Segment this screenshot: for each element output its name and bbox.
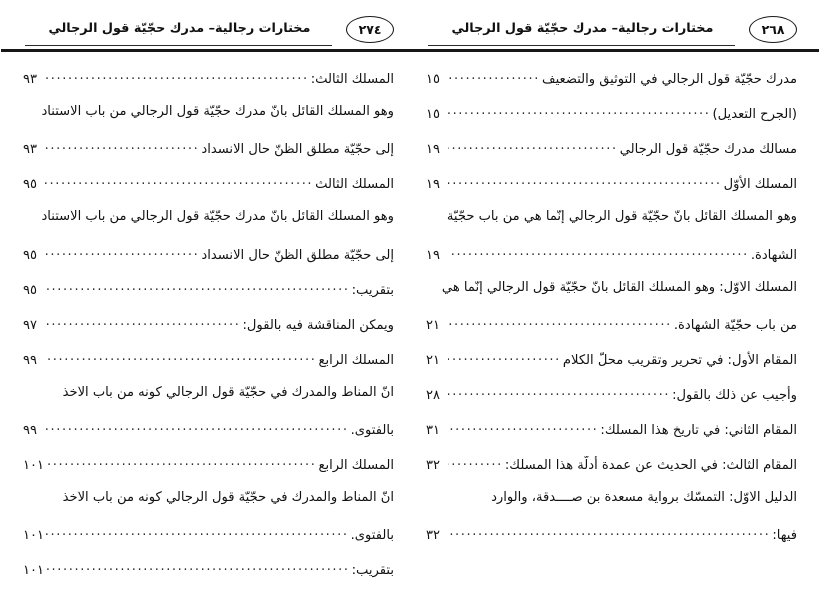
toc-entry[interactable] <box>23 561 394 596</box>
toc-entry-page-number: ٩٥ <box>23 282 37 298</box>
toc-entry-page-number: ١٠١ <box>23 563 44 579</box>
toc-entry-page-number: ٩٧ <box>23 317 37 333</box>
dot-leader <box>45 316 241 329</box>
toc-entry-page-number: ١٩ <box>426 142 440 158</box>
toc-list-right <box>426 70 797 561</box>
dot-leader <box>45 70 309 83</box>
dot-leader <box>45 245 199 258</box>
dot-leader <box>448 175 722 188</box>
toc-entry[interactable] <box>23 245 394 280</box>
toc-entry[interactable] <box>23 70 394 105</box>
running-header-left <box>23 14 394 60</box>
toc-entry-page-number: ٩٩ <box>23 423 37 439</box>
toc-entry[interactable] <box>23 386 394 421</box>
toc-entry-page-number: ١٥ <box>426 107 440 123</box>
toc-entry-title: بالفتوى. <box>350 528 394 544</box>
toc-entry[interactable] <box>23 456 394 491</box>
toc-entry[interactable] <box>426 316 797 351</box>
toc-entry-title: وهو المسلك القائل بأنَّ مدرك حجّيّة قول الرجالي من باب الاستناد <box>41 210 394 225</box>
dot-leader <box>448 456 503 469</box>
toc-entry-title: المسلك الرابع <box>318 352 394 368</box>
toc-entry-page-number: ١٠١ <box>23 458 44 474</box>
header-rule-thin <box>428 45 735 46</box>
toc-entry-title: المسلك الثالث <box>315 177 394 193</box>
dot-leader <box>448 351 561 364</box>
dot-leader <box>448 316 672 329</box>
toc-entry-title: وأُجيب عن ذلك بالقول: <box>672 387 797 403</box>
toc-entry-title: المسلك الأوّل: وهو المسلك القائل بأنَّ حجّيّة قول الرجالي إنّما هي <box>441 280 797 295</box>
dot-leader <box>46 456 317 469</box>
dot-leader <box>448 386 670 399</box>
toc-entry-page-number: ١٥ <box>426 72 440 88</box>
toc-entry-title: إلى حجّيّة مطلق الظنّ حال الانسداد <box>201 247 394 263</box>
dot-leader <box>448 526 770 539</box>
dot-leader <box>45 175 313 188</box>
dot-leader <box>448 70 540 83</box>
toc-entry[interactable] <box>426 421 797 456</box>
toc-entry-title: الدليل الأوّل: التمسّك برواية مسعدة بن صــــدقة، والوارد <box>491 491 797 506</box>
toc-entry-page-number: ٩٣ <box>23 72 37 88</box>
toc-entry[interactable] <box>426 281 797 316</box>
toc-entry[interactable] <box>23 526 394 561</box>
toc-entry[interactable] <box>23 421 394 456</box>
toc-entry-page-number: ٩٥ <box>23 177 37 193</box>
toc-entry-title: أنَّ المناط والمدرك في حجّيّة قول الرجالي كونه من باب الأخذ <box>62 491 394 506</box>
toc-entry[interactable] <box>426 351 797 386</box>
toc-entry-title: المقام الثاني: في تاريخ هذا المسلك: <box>600 423 797 439</box>
toc-entry-title: أنَّ المناط والمدرك في حجّيّة قول الرجالي كونه من باب الأخذ <box>62 385 394 400</box>
toc-entry[interactable] <box>426 140 797 175</box>
dot-leader <box>448 421 598 434</box>
toc-entry[interactable] <box>426 526 797 561</box>
toc-entry[interactable] <box>426 70 797 105</box>
dot-leader <box>448 140 618 153</box>
toc-entry-title: بالفتوى. <box>350 423 394 439</box>
toc-entry-page-number: ٢١ <box>426 317 440 333</box>
running-header-right <box>426 14 797 60</box>
toc-entry-page-number: ١٩ <box>426 247 440 263</box>
dot-leader <box>448 105 711 118</box>
header-rule-thick <box>1 49 410 52</box>
toc-entry[interactable] <box>426 386 797 421</box>
toc-entry[interactable] <box>426 175 797 210</box>
toc-entry[interactable] <box>426 210 797 245</box>
toc-entry-title: المقام الأول: في تحرير وتقريب محلّ الكلام <box>562 352 797 368</box>
toc-entry-title: فيها: <box>772 528 797 544</box>
dot-leader <box>46 526 349 539</box>
dot-leader <box>448 245 749 258</box>
toc-entry[interactable] <box>426 491 797 526</box>
toc-entry-title: وهو المسلك القائل بأنَّ حجّيّة قول الرجالي إنّما هي من باب حجّيّة <box>446 210 797 225</box>
toc-entry-page-number: ٩٩ <box>23 352 37 368</box>
toc-entry[interactable] <box>23 210 394 245</box>
toc-entry-page-number: ٢٨ <box>426 387 440 403</box>
toc-entry-title: ويمكن المناقشة فيه بالقول: <box>242 317 394 333</box>
toc-entry-title: المسلك الثالث: <box>310 72 394 88</box>
toc-entry-page-number: ٩٣ <box>23 142 37 158</box>
header-title-left: مختارات رجالية– مدرك حجّيّة قول الرجالي <box>48 20 311 36</box>
folio-number-right: ٢٦٨ <box>749 16 797 43</box>
toc-entry-page-number: ٩٥ <box>23 247 37 263</box>
toc-entry-title: من باب حجّيّة الشهادة. <box>673 317 797 333</box>
toc-entry-title: مسالك مدرك حجّيّة قول الرجالي <box>619 142 797 158</box>
header-rule-thin <box>25 45 332 46</box>
toc-entry-title: بتقريب: <box>351 563 394 579</box>
toc-entry[interactable] <box>23 281 394 316</box>
toc-entry-page-number: ٣٢ <box>426 458 440 474</box>
toc-entry-page-number: ٢١ <box>426 352 440 368</box>
dot-leader <box>45 351 316 364</box>
toc-entry-title: المسلك الأوّل <box>723 177 797 193</box>
dot-leader <box>45 421 349 434</box>
toc-entry[interactable] <box>23 175 394 210</box>
header-title-right: مختارات رجالية– مدرك حجّيّة قول الرجالي <box>451 20 714 36</box>
toc-entry-title: المسلك الرابع <box>318 458 394 474</box>
header-rule-thick <box>410 49 819 52</box>
dot-leader <box>45 140 199 153</box>
toc-entry-title: بتقريب: <box>351 282 394 298</box>
toc-entry[interactable] <box>23 140 394 175</box>
toc-entry[interactable] <box>23 351 394 386</box>
toc-entry-title: (الجرح التعديل) <box>712 107 797 123</box>
toc-entry[interactable] <box>23 491 394 526</box>
toc-entry[interactable] <box>23 105 394 140</box>
toc-entry-page-number: ١٩ <box>426 177 440 193</box>
toc-entry[interactable] <box>426 456 797 491</box>
toc-entry-title: مدرك حجّيّة قول الرجالي في التوثيق والتضعيف <box>542 72 797 88</box>
toc-entry-title: المقام الثالث: في الحديث عن عمدة أدلّة هذا المسلك: <box>504 458 797 474</box>
toc-entry[interactable] <box>426 245 797 280</box>
toc-entry-page-number: ٣١ <box>426 423 440 439</box>
folio-number-left: ٢٧٤ <box>346 16 394 43</box>
dot-leader <box>46 561 350 574</box>
page-right <box>410 0 819 601</box>
toc-entry[interactable] <box>23 316 394 351</box>
toc-entry-title: وهو المسلك القائل بأنَّ مدرك حجّيّة قول الرجالي من باب الاستناد <box>41 105 394 120</box>
page-left <box>1 0 410 601</box>
toc-entry-page-number: ١٠١ <box>23 528 44 544</box>
dot-leader <box>45 281 350 294</box>
toc-entry-title: الشهادة. <box>750 247 797 263</box>
toc-entry[interactable] <box>426 105 797 140</box>
toc-list-left <box>23 70 394 596</box>
toc-entry-title: إلى حجّيّة مطلق الظنّ حال الانسداد <box>201 142 394 158</box>
toc-entry-page-number: ٣٢ <box>426 528 440 544</box>
